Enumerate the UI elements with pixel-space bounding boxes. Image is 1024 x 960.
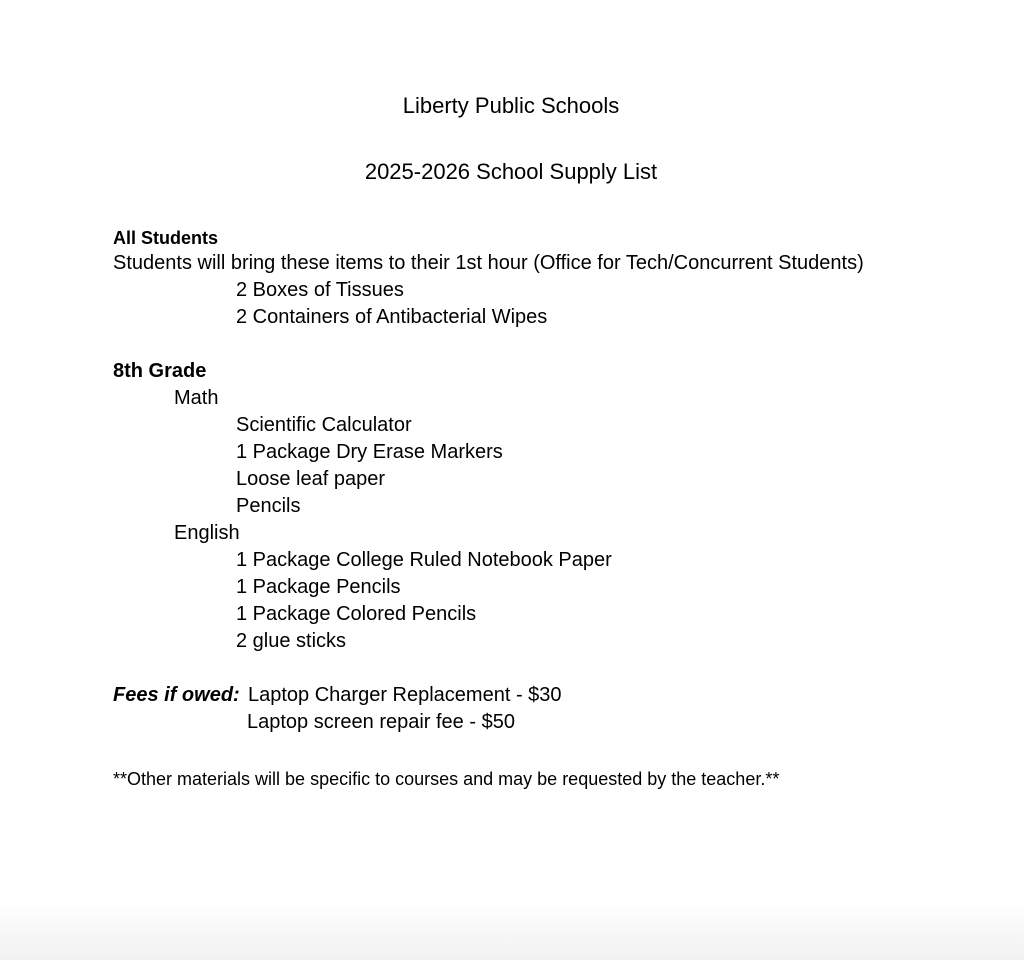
- math-item: 1 Package Dry Erase Markers: [236, 441, 503, 463]
- footer-note: **Other materials will be specific to courses and may be requested by the teacher.**: [113, 769, 780, 789]
- math-item: Loose leaf paper: [236, 468, 386, 490]
- english-item: 1 Package Colored Pencils: [236, 603, 477, 625]
- english-item: 1 Package College Ruled Notebook Paper: [236, 549, 612, 571]
- list-title: 2025-2026 School Supply List: [364, 159, 658, 184]
- english-item: 2 glue sticks: [236, 630, 347, 652]
- fee-item: Laptop screen repair fee - $50: [247, 711, 515, 733]
- all-students-instruction: Students will bring these items to their 1st hour (Office for Tech/Concurrent Students): [113, 252, 864, 274]
- english-item: 1 Package Pencils: [236, 576, 401, 598]
- subject-english: English: [174, 522, 240, 544]
- fee-item: Laptop Charger Replacement - $30: [248, 684, 562, 706]
- grade8-heading: 8th Grade: [113, 360, 207, 382]
- fees-label: Fees if owed:: [113, 684, 240, 706]
- all-students-item: 2 Containers of Antibacterial Wipes: [236, 306, 548, 328]
- all-students-item: 2 Boxes of Tissues: [236, 279, 404, 301]
- school-name: Liberty Public Schools: [402, 93, 620, 118]
- math-item: Pencils: [236, 495, 301, 517]
- math-item: Scientific Calculator: [236, 414, 412, 436]
- subject-math: Math: [174, 387, 219, 409]
- all-students-heading: All Students: [113, 228, 219, 248]
